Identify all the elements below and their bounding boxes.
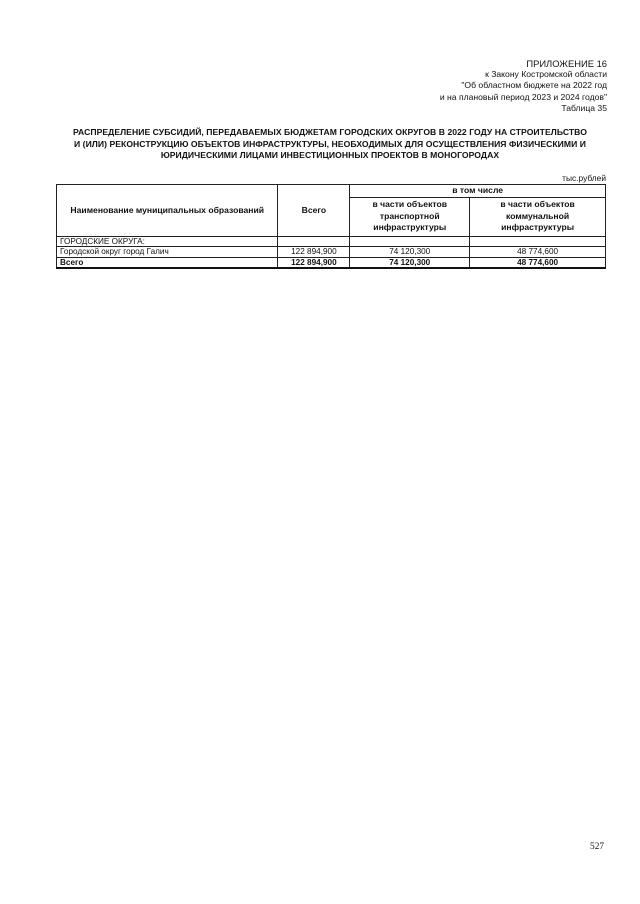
header-municipality: Наименование муниципальных образований <box>57 185 278 237</box>
row-communal: 48 774,600 <box>470 247 606 258</box>
section-row <box>57 236 606 247</box>
appendix-number: ПРИЛОЖЕНИЕ 16 <box>526 58 607 69</box>
header-communal: в части объектов коммунальной инфраструктуры <box>470 197 606 236</box>
row-transport: 74 120,300 <box>350 247 470 258</box>
row-total: 122 894,900 <box>278 247 350 258</box>
total-communal: 48 774,600 <box>470 257 606 268</box>
table-row <box>57 247 606 258</box>
total-transport: 74 120,300 <box>350 257 470 268</box>
subsidy-table <box>56 184 606 269</box>
row-name: Городской округ город Галич <box>57 247 278 258</box>
appendix-header <box>207 58 607 114</box>
total-label: Всего <box>57 257 278 268</box>
header-including: в том числе <box>350 185 606 198</box>
header-total: Всего <box>278 185 350 237</box>
table-number: Таблица 35 <box>561 102 607 113</box>
section-label: ГОРОДСКИЕ ОКРУГА: <box>57 236 278 247</box>
total-row <box>57 257 606 268</box>
total-sum: 122 894,900 <box>278 257 350 268</box>
appendix-law-ref: к Закону Костромской области <box>485 69 607 80</box>
table-header-row <box>57 185 606 198</box>
document-title: РАСПРЕДЕЛЕНИЕ СУБСИДИЙ, ПЕРЕДАВАЕМЫХ БЮДЖЕТАМ ГОРОДСКИХ ОКРУГОВ В 2022 ГОДУ НА СТРОИТЕЛЬСТВО И (ИЛИ) РЕКОНСТРУКЦИЮ ОБЪЕКТОВ ИНФРАСТРУКТУРЫ, НЕОБХОДИМЫХ ДЛЯ ОСУЩЕСТВЛЕНИЯ ФИЗИЧЕСКИМИ И ЮРИДИЧЕСКИМИ ЛИЦАМИ ИНВЕСТИЦИОННЫХ ПРОЕКТОВ В МОНОГОРОДАХ <box>73 127 587 161</box>
appendix-law-period: и на плановый период 2023 и 2024 годов" <box>439 91 607 102</box>
appendix-law-title: "Об областном бюджете на 2022 год <box>461 80 607 91</box>
header-transport: в части объектов транспортной инфраструктуры <box>350 197 470 236</box>
page-number: 527 <box>590 842 605 852</box>
units-label: тыс.рублей <box>562 173 606 183</box>
